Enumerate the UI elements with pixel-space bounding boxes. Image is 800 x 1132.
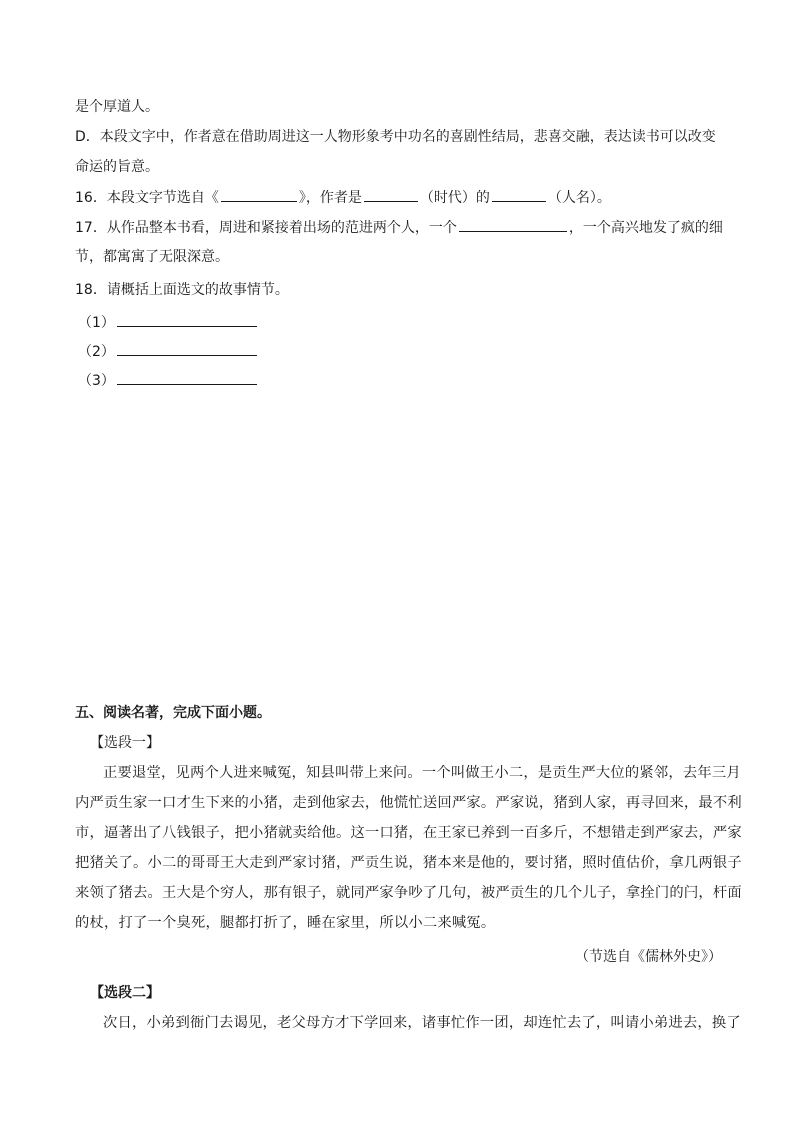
q18-answer-2	[78, 341, 259, 362]
excerpt-2-label: 【选段二】	[90, 985, 160, 1001]
q17-blank[interactable]	[459, 217, 567, 232]
excerpt-2-line: 次日，小弟到衙门去谒见，老父母方才下学回来，诸事忙作一团，却连忙去了，叫请小弟进去，换了	[103, 1015, 741, 1031]
q18-blank-3[interactable]	[117, 370, 257, 385]
excerpt-1-line: 的杖，打了一个臭死，腿都打折了，睡在家里，所以小二来喊冤。	[75, 915, 496, 931]
q18-blank-2[interactable]	[117, 341, 257, 356]
option-d-line1: D．本段文字中，作者意在借助周进这一人物形象考中功名的喜剧性结局，悲喜交融，表达读书可以改变	[75, 129, 716, 145]
section-5-heading: 五、阅读名著，完成下面小题。	[75, 705, 271, 721]
q18-answer-3	[78, 370, 259, 391]
question-17	[75, 217, 723, 238]
q17-part-b: ，一个高兴地发了疯的细	[568, 220, 723, 236]
excerpt-1-line: 市，逼著出了八钱银子，把小猪就卖给他。这一口猪，在王家已养到一百多斤，不想错走到严家去，严家	[75, 825, 742, 841]
q16-part-a: 16．本段文字节选自《	[75, 190, 219, 206]
q16-part-c: （时代）的	[419, 190, 490, 206]
question-17-line2: 节，都寓寓了无限深意。	[75, 249, 229, 265]
text-line-honest-man: 是个厚道人。	[75, 99, 159, 115]
q18-answer-1	[78, 312, 259, 333]
q16-blank-era[interactable]	[364, 187, 418, 202]
excerpt-1-line: 内严贡生家一口才生下来的小猪，走到他家去，他慌忙送回严家。严家说，猪到人家，再寻回来，最不利	[75, 795, 742, 811]
question-18: 18．请概括上面选文的故事情节。	[75, 282, 289, 298]
q18-label-2: （2）	[78, 344, 115, 360]
excerpt-1-line: 把猪关了。小二的哥哥王大走到严家讨猪，严贡生说，猪本来是他的，要讨猪，照时值估价，拿几两银子	[75, 855, 742, 871]
q16-blank-author[interactable]	[492, 187, 546, 202]
q16-blank-book[interactable]	[221, 187, 297, 202]
q17-part-a: 17．从作品整本书看，周进和紧接着出场的范进两个人，一个	[75, 220, 457, 236]
option-d-line2: 命运的旨意。	[75, 159, 159, 175]
excerpt-1-source: （节选自《儒林外史》）	[575, 949, 722, 965]
excerpt-1-line: 正要退堂，见两个人进来喊冤，知县叫带上来问。一个叫做王小二，是贡生严大位的紧邻，去年三月	[103, 765, 741, 781]
q16-part-d: （人名）。	[547, 190, 611, 206]
question-16	[75, 187, 611, 208]
excerpt-1-label: 【选段一】	[90, 735, 160, 751]
excerpt-1-line: 来领了猪去。王大是个穷人，那有银子，就同严家争吵了几句，被严贡生的几个儿子，拿拴门的闩，杆面	[75, 885, 742, 901]
q18-blank-1[interactable]	[117, 312, 257, 327]
q16-part-b: 》，作者是	[298, 190, 362, 206]
q18-label-1: （1）	[78, 315, 115, 331]
q18-label-3: （3）	[78, 373, 115, 389]
